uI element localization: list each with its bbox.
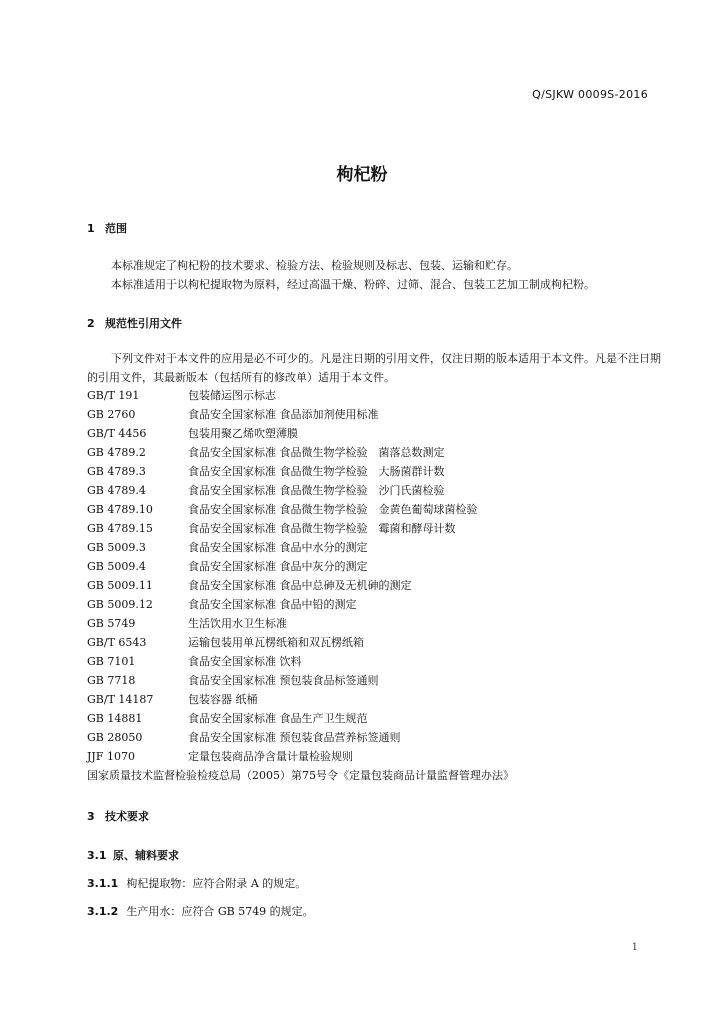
reference-item bbox=[87, 747, 667, 766]
clause-text: 生产用水：应符合 GB 5749 的规定。 bbox=[126, 905, 314, 918]
reference-item bbox=[87, 538, 667, 557]
subsection-number: 3.1 bbox=[87, 849, 107, 862]
reference-code: GB/T 191 bbox=[87, 389, 140, 402]
reference-code: GB 7101 bbox=[87, 655, 136, 668]
page-number: 1 bbox=[631, 942, 638, 953]
document-title: 枸杞粉 bbox=[336, 165, 388, 185]
reference-item bbox=[87, 576, 667, 595]
reference-code: GB 5749 bbox=[87, 617, 136, 630]
section-1-paragraph-2: 本标准适用于以枸杞提取物为原料，经过高温干燥、粉碎、过筛、混合、包装工艺加工制成枸杞粉。 bbox=[111, 278, 595, 291]
section-3-heading bbox=[87, 808, 149, 824]
reference-title: 食品安全国家标准 食品微生物学检验 菌落总数测定 bbox=[188, 446, 445, 459]
section-1-paragraph-1: 本标准规定了枸杞粉的技术要求、检验方法、检验规则及标志、包装、运输和贮存。 bbox=[111, 259, 518, 272]
reference-title: 食品安全国家标准 食品生产卫生规范 bbox=[188, 712, 368, 725]
reference-title: 食品安全国家标准 食品微生物学检验 大肠菌群计数 bbox=[188, 465, 445, 478]
reference-title: 食品安全国家标准 食品微生物学检验 沙门氏菌检验 bbox=[188, 484, 445, 497]
clause-number: 3.1.1 bbox=[87, 877, 119, 890]
reference-title: 生活饮用水卫生标准 bbox=[188, 617, 287, 630]
reference-code: GB 7718 bbox=[87, 674, 136, 687]
reference-title: 食品安全国家标准 食品中水分的测定 bbox=[188, 541, 368, 554]
reference-item bbox=[87, 481, 667, 500]
reference-code: GB 4789.15 bbox=[87, 522, 153, 535]
reference-title: 食品安全国家标准 食品微生物学检验 霉菌和酵母计数 bbox=[188, 522, 456, 535]
reference-title: 食品安全国家标准 食品添加剂使用标准 bbox=[188, 408, 379, 421]
reference-regulation: 国家质量技术监督检验检疫总局（2005）第75号令《定量包装商品计量监督管理办法》 bbox=[87, 769, 514, 782]
section-number: 1 bbox=[87, 222, 95, 235]
section-title: 技术要求 bbox=[105, 810, 149, 823]
reference-code: GB 28050 bbox=[87, 731, 143, 744]
reference-title: 食品安全国家标准 饮料 bbox=[188, 655, 302, 668]
reference-code: GB 4789.4 bbox=[87, 484, 146, 497]
reference-code: JJF 1070 bbox=[87, 750, 135, 763]
reference-item bbox=[87, 690, 667, 709]
section-2-heading bbox=[87, 315, 182, 331]
reference-code: GB 5009.4 bbox=[87, 560, 146, 573]
section-number: 2 bbox=[87, 317, 95, 330]
reference-title: 食品安全国家标准 预包装食品标签通则 bbox=[188, 674, 379, 687]
reference-code: GB 4789.3 bbox=[87, 465, 146, 478]
reference-item bbox=[87, 671, 667, 690]
reference-title: 食品安全国家标准 食品中铅的测定 bbox=[188, 598, 357, 611]
section-1-heading bbox=[87, 220, 127, 236]
section-title: 规范性引用文件 bbox=[105, 317, 182, 330]
reference-code: GB/T 4456 bbox=[87, 427, 147, 440]
reference-list bbox=[87, 386, 667, 766]
reference-item bbox=[87, 633, 667, 652]
reference-title: 食品安全国家标准 预包装食品营养标签通则 bbox=[188, 731, 401, 744]
reference-title: 食品安全国家标准 食品中灰分的测定 bbox=[188, 560, 368, 573]
reference-item bbox=[87, 462, 667, 481]
reference-title: 包装容器 纸桶 bbox=[188, 693, 258, 706]
clause-3-1-1 bbox=[87, 874, 306, 893]
document-code: Q/SJKW 0009S-2016 bbox=[532, 88, 648, 101]
reference-code: GB 5009.12 bbox=[87, 598, 153, 611]
reference-code: GB 4789.10 bbox=[87, 503, 153, 516]
reference-item bbox=[87, 500, 667, 519]
reference-item bbox=[87, 405, 667, 424]
clause-text: 枸杞提取物：应符合附录 A 的规定。 bbox=[126, 877, 307, 890]
reference-title: 包装储运图示标志 bbox=[188, 389, 276, 402]
reference-item bbox=[87, 386, 667, 405]
clause-number: 3.1.2 bbox=[87, 905, 119, 918]
reference-code: GB/T 6543 bbox=[87, 636, 147, 649]
reference-title: 包装用聚乙烯吹塑薄膜 bbox=[188, 427, 298, 440]
reference-item bbox=[87, 443, 667, 462]
reference-code: GB 5009.3 bbox=[87, 541, 146, 554]
reference-item bbox=[87, 595, 667, 614]
reference-title: 运输包装用单瓦楞纸箱和双瓦楞纸箱 bbox=[188, 636, 364, 649]
reference-item bbox=[87, 424, 667, 443]
reference-title: 食品安全国家标准 食品中总砷及无机砷的测定 bbox=[188, 579, 412, 592]
reference-title: 定量包装商品净含量计量检验规则 bbox=[188, 750, 353, 763]
reference-item bbox=[87, 709, 667, 728]
reference-code: GB 2760 bbox=[87, 408, 136, 421]
reference-code: GB/T 14187 bbox=[87, 693, 154, 706]
section-number: 3 bbox=[87, 810, 95, 823]
reference-code: GB 14881 bbox=[87, 712, 143, 725]
section-title: 范围 bbox=[105, 222, 127, 235]
subsection-3-1-heading bbox=[87, 847, 179, 863]
subsection-title: 原、辅料要求 bbox=[113, 849, 179, 862]
clause-3-1-2 bbox=[87, 902, 314, 921]
reference-item bbox=[87, 728, 667, 747]
reference-item bbox=[87, 652, 667, 671]
reference-code: GB 4789.2 bbox=[87, 446, 146, 459]
section-2-intro: 下列文件对于本文件的应用是必不可少的。凡是注日期的引用文件，仅注日期的版本适用于本文件。凡是不注日期的引用文件，其最新版本（包括所有的修改单）适用于本文件。 bbox=[87, 352, 661, 384]
reference-code: GB 5009.11 bbox=[87, 579, 153, 592]
reference-item bbox=[87, 557, 667, 576]
reference-title: 食品安全国家标准 食品微生物学检验 金黄色葡萄球菌检验 bbox=[188, 503, 478, 516]
reference-item bbox=[87, 614, 667, 633]
reference-item bbox=[87, 519, 667, 538]
